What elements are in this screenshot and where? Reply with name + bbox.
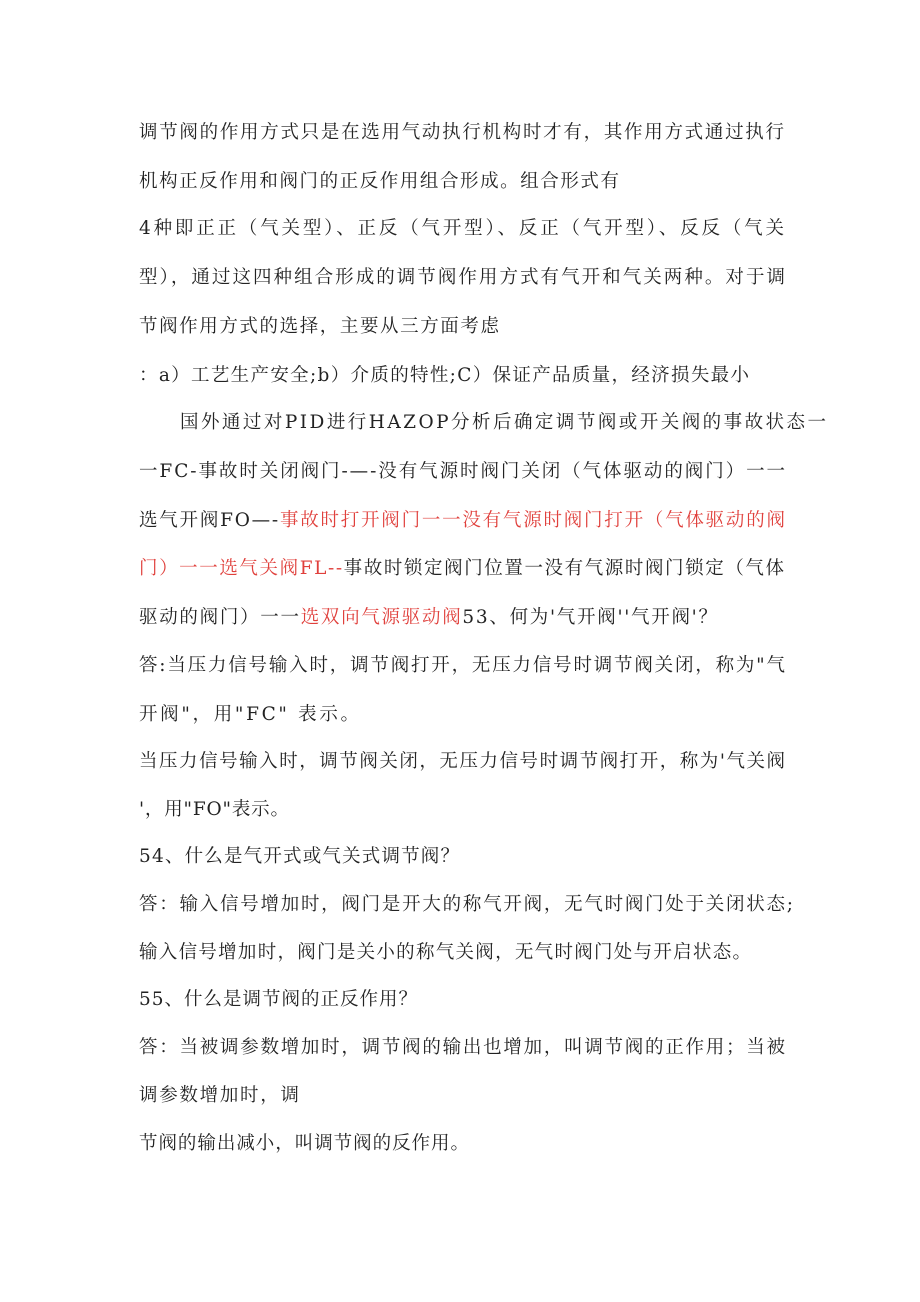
text-line — [139, 988, 418, 1012]
text-line — [139, 1132, 470, 1156]
text-segment: 机构正反作用和阀门的正反作用组合形成。组合形式有 — [139, 171, 621, 192]
text-segment: 选气开阀FO—- — [139, 510, 280, 531]
highlighted-text: 选双向气源驱动阀 — [300, 607, 463, 628]
text-line — [139, 121, 786, 145]
text-segment: 驱动的阀门）一一 — [139, 607, 301, 628]
text-line — [139, 798, 290, 822]
text-segment: 4种即正正（气关型）、正反（气开型）、反正（气开型）、反反（气关 — [139, 218, 787, 239]
text-segment: 答：当被调参数增加时，调节阀的输出也增加，叫调节阀的正作用；当被 — [139, 1037, 787, 1058]
text-line — [139, 654, 787, 678]
text-segment: 53、何为'气开阀''气开阀'？ — [462, 607, 719, 628]
text-line — [139, 845, 460, 869]
text-segment: 一FC-事故时关闭阀门-—-没有气源时阀门关闭（气体驱动的阀门）一一 — [139, 461, 787, 482]
text-segment: '，用"FO"表示。 — [139, 799, 290, 820]
text-line — [139, 509, 787, 533]
text-segment: ：a）工艺生产安全;b）介质的特性;C）保证产品质量，经济损失最小 — [139, 365, 751, 386]
text-line — [139, 750, 787, 774]
text-line — [139, 893, 795, 917]
text-segment: 答:当压力信号输入时，调节阀打开，无压力信号时调节阀关闭，称为"气 — [139, 655, 787, 676]
text-line — [139, 606, 719, 630]
text-segment: 节阀作用方式的选择，主要从三方面考虑 — [139, 316, 501, 337]
text-segment: 调参数增加时，调 — [139, 1085, 301, 1106]
text-line — [139, 266, 787, 290]
text-line — [180, 411, 828, 435]
text-line — [139, 460, 787, 484]
text-segment: 答：输入信号增加时，阀门是开大的称气开阀，无气时阀门处于关闭状态; — [139, 894, 795, 915]
text-line — [139, 941, 752, 965]
text-segment: 型），通过这四种组合形成的调节阀作用方式有气开和气关两种。对于调 — [139, 267, 788, 288]
text-line — [139, 557, 786, 581]
text-line — [139, 315, 501, 339]
text-line — [139, 703, 362, 727]
text-segment: 输入信号增加时，阀门是关小的称气关阀，无气时阀门处与开启状态。 — [139, 942, 753, 963]
text-segment: 当压力信号输入时，调节阀关闭，无压力信号时调节阀打开，称为'气关阀 — [139, 751, 787, 772]
text-line — [139, 364, 750, 388]
text-segment: 节阀的输出减小，叫调节阀的反作用。 — [139, 1133, 470, 1154]
text-segment: 55、什么是调节阀的正反作用？ — [139, 989, 418, 1010]
text-line — [139, 1084, 301, 1108]
text-line — [139, 170, 621, 194]
highlighted-text: 事故时打开阀门一一没有气源时阀门打开（气体驱动的阀 — [279, 510, 787, 531]
text-segment: 开阀"，用"FC" 表示。 — [139, 704, 362, 725]
text-segment: 调节阀的作用方式只是在选用气动执行机构时才有，其作用方式通过执行 — [139, 122, 786, 143]
text-line — [139, 217, 787, 241]
text-segment: 国外通过对PID进行HAZOP分析后确定调节阀或开关阀的事故状态一 — [180, 412, 829, 433]
text-segment: 事故时锁定阀门位置一没有气源时阀门锁定（气体 — [343, 558, 786, 579]
text-segment: 54、什么是气开式或气关式调节阀？ — [139, 846, 461, 867]
text-line — [139, 1036, 787, 1060]
highlighted-text: 门）一一选气关阀FL-- — [139, 558, 344, 579]
